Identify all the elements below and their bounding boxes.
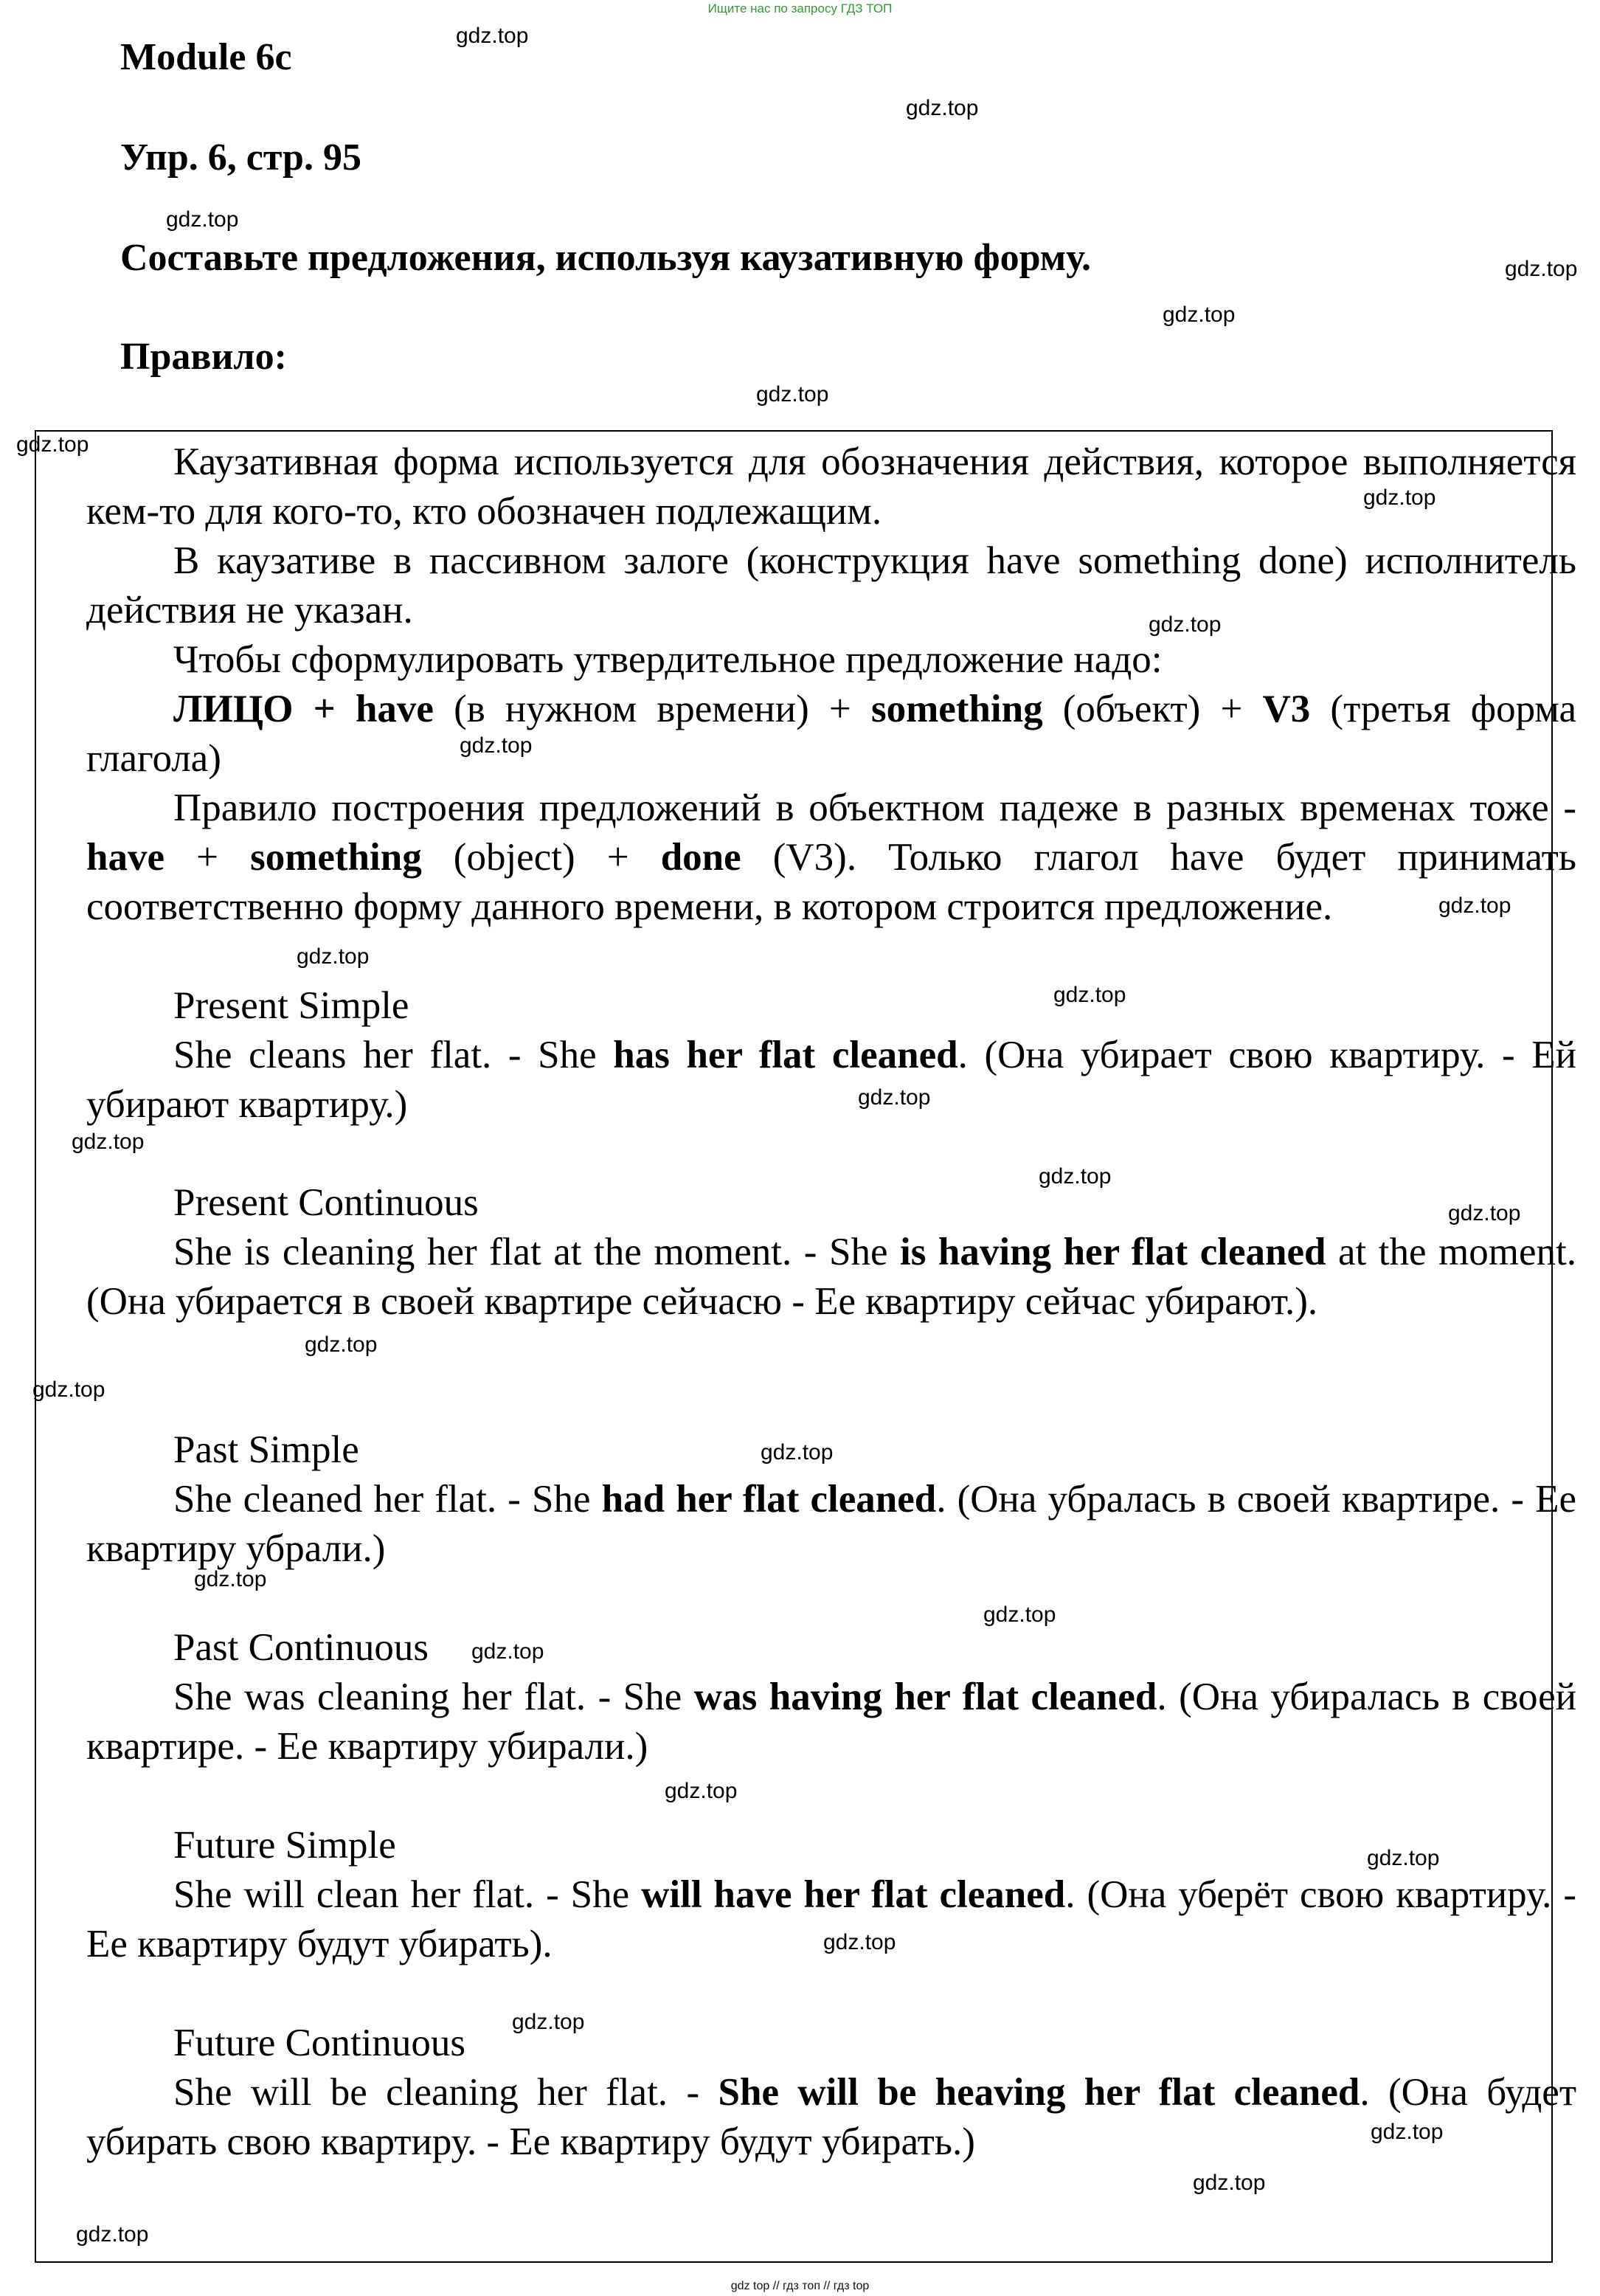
rule-box [35,430,1577,2263]
watermark: gdz.top [16,432,89,457]
example-sentence [86,2068,1576,2167]
example-sentence [86,1475,1576,1574]
rule-paragraph-5 [86,784,1576,932]
example-text: She was cleaning her flat. - She [173,1676,694,1718]
tense-heading: Future Continuous [173,2022,466,2064]
example-text: She cleans her flat. - She [173,1034,614,1076]
rule-keyword: something [250,836,422,879]
watermark: gdz.top [471,1639,544,1664]
watermark: gdz.top [297,944,370,969]
example-causative: has her flat cleaned [613,1034,958,1076]
tense-heading: Present Continuous [173,1181,479,1224]
formula-verb: V3 [1262,688,1311,730]
tense-heading: Future Simple [173,1824,396,1867]
watermark: gdz.top [665,1779,738,1803]
watermark: gdz.top [166,207,239,232]
formula-text: (объект) + [1042,688,1263,730]
rule-paragraph-2: В каузативе в пассивном залоге (конструкция have something done) исполнитель действия не указан. [86,539,1576,632]
watermark: gdz.top [1053,983,1126,1007]
formula-subject: ЛИЦО + have [173,688,434,730]
watermark: gdz.top [194,1567,267,1591]
example-text: She will clean her flat. - She [173,1873,642,1916]
rule-text: (V3). Только глагол have будет принимать соответственно форму данного времени, в котором строится предложение. [86,836,1577,928]
example-causative: had her flat cleaned [601,1478,937,1521]
rule-label: Правило: [120,336,287,378]
example-causative: is having her flat cleaned [900,1231,1326,1273]
example-causative: will have her flat cleaned [641,1873,1066,1916]
tense-heading: Past Simple [173,1428,359,1471]
watermark: gdz.top [1438,893,1511,918]
watermark: gdz.top [460,733,533,758]
rule-text: + [164,836,251,879]
rule-keyword: done [660,836,741,879]
example-translation: . (Она убирает свою квартиру. - Ей убирают квартиру.) [86,1034,1576,1126]
watermark: gdz.top [858,1085,931,1110]
example-sentence [86,1228,1576,1327]
example-translation: . (Она будет убирать свою квартиру. - Ее квартиру будут убирать.) [86,2071,1576,2163]
formula-text: (третья форма глагола) [86,688,1577,780]
example-text: She cleaned her flat. - She [173,1478,602,1521]
watermark: gdz.top [1363,485,1436,510]
watermark: gdz.top [983,1602,1056,1627]
watermark: gdz.top [1193,2171,1266,2195]
watermark: gdz.top [761,1440,834,1465]
watermark: gdz.top [1367,1846,1440,1870]
watermark: gdz.top [1163,302,1236,327]
watermark: gdz.top [512,2010,585,2034]
watermark: gdz.top [1448,1201,1521,1225]
example-text: She will be cleaning her flat. - [173,2071,718,2114]
watermark: gdz.top [823,1930,896,1954]
example-translation: at the moment. (Она убирается в своей квартире сейчасю - Ее квартиру сейчас убирают.). [86,1231,1576,1323]
watermark: gdz.top [756,382,829,407]
example-text: She is cleaning her flat at the moment. - She [173,1231,900,1273]
example-translation: . (Она убиралась в своей квартире. - Ее квартиру убирали.) [86,1676,1576,1768]
tense-heading: Present Simple [173,984,409,1027]
watermark: gdz.top [1149,612,1222,637]
rule-paragraph-3: Чтобы сформулировать утвердительное предложение надо: [173,638,1163,681]
watermark: gdz.top [1371,2120,1444,2144]
exercise-number: Упр. 6, стр. 95 [120,136,361,179]
watermark: gdz.top [1039,1164,1112,1189]
rule-text: Правило построения предложений в объектном падеже в разных временах тоже - [173,786,1576,829]
watermark: gdz.top [32,1377,105,1402]
example-translation: . (Она убралась в своей квартире. - Ее квартиру убрали.) [86,1478,1576,1570]
rule-formula [86,685,1576,784]
watermark: gdz.top [906,96,979,120]
example-translation: . (Она уберёт свою квартиру. - Ее квартиру будут убирать). [86,1873,1576,1965]
rule-paragraph-1: Каузативная форма используется для обозначения действия, которое выполняется кем-то для кого-то, кто обозначен подлежащим. [86,440,1576,533]
example-causative: was having her flat cleaned [693,1676,1157,1718]
example-causative: She will be heaving her flat cleaned [718,2071,1360,2114]
watermark: gdz.top [76,2222,149,2247]
module-title: Module 6c [120,36,292,78]
example-sentence [86,1031,1576,1130]
watermark: gdz.top [305,1332,378,1357]
watermark: gdz.top [72,1130,145,1154]
rule-keyword: have [86,836,164,879]
tense-heading: Past Continuous [173,1626,429,1669]
task-text: Составьте предложения, используя каузативную форму. [120,237,1091,279]
watermark: gdz.top [456,24,529,48]
footer: gdz top // гдз топ // гдз top [730,2280,870,2292]
example-sentence [86,1673,1576,1771]
top-banner: Ищите нас по запросу ГДЗ ТОП [707,1,893,15]
rule-text: (object) + [421,836,661,879]
formula-text: (в нужном времени) + [433,688,871,730]
formula-object: something [870,688,1043,730]
watermark: gdz.top [1505,257,1578,281]
